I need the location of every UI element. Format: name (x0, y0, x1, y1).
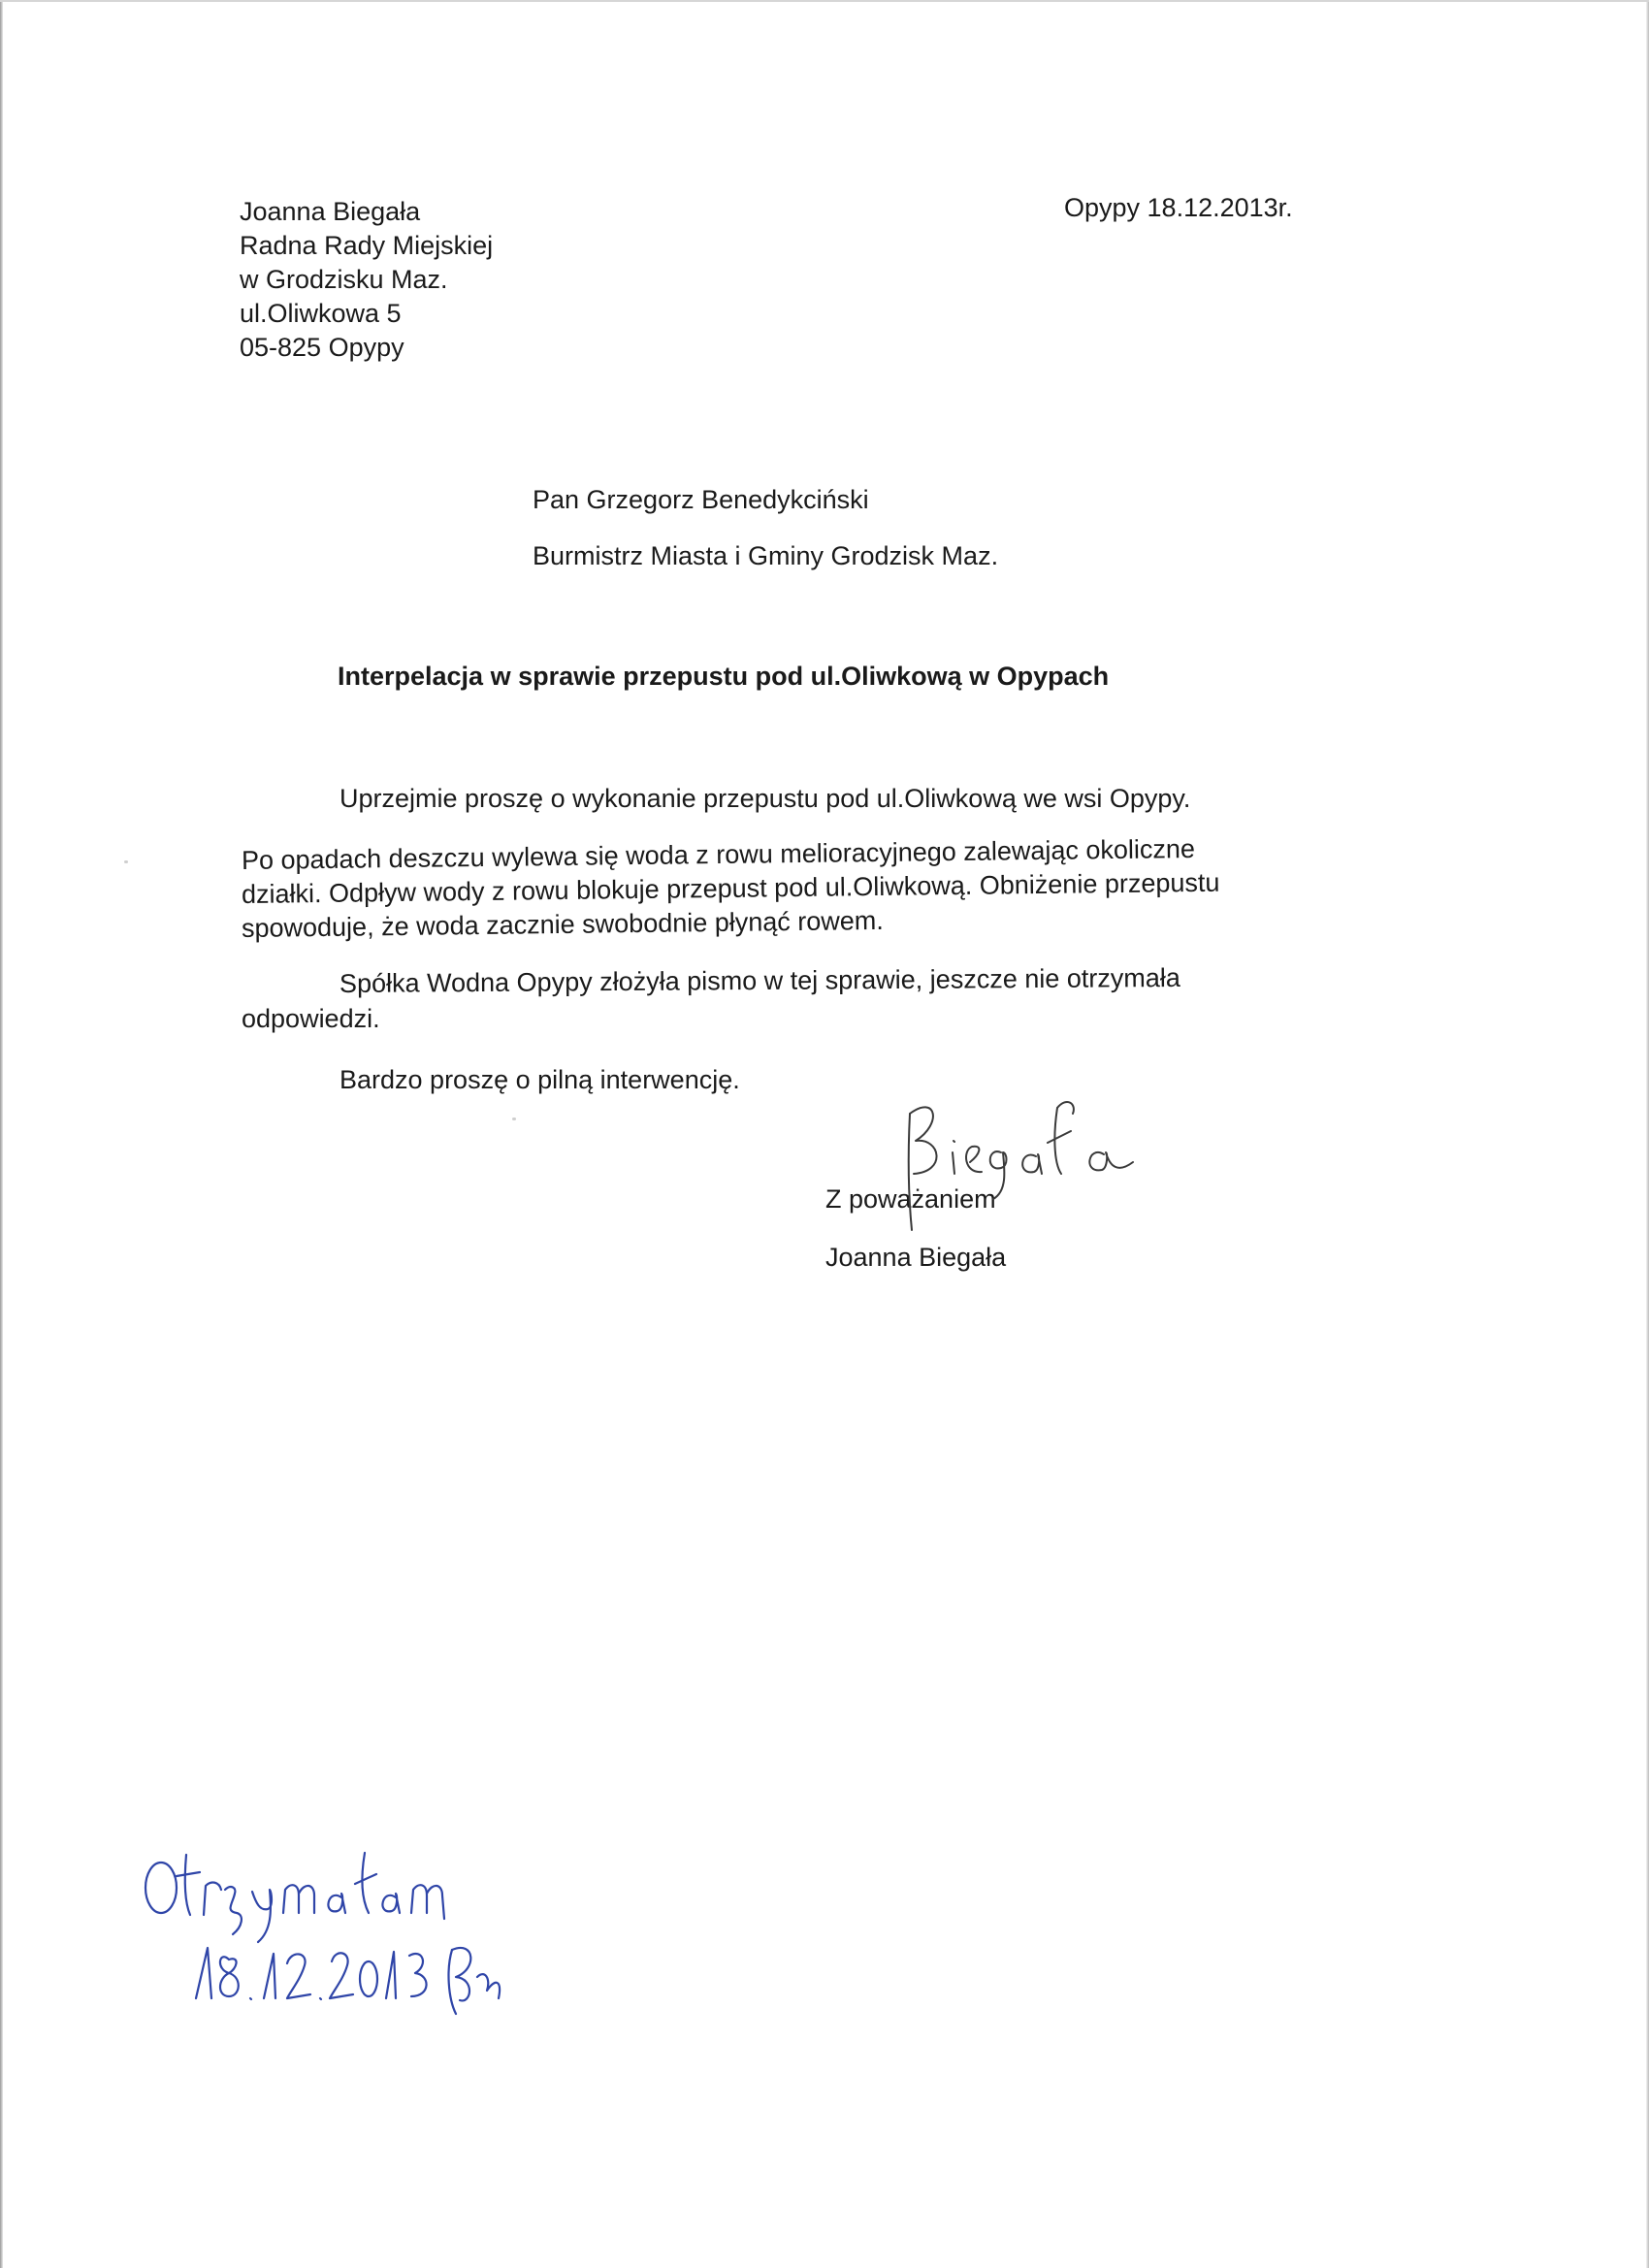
closing-phrase: Z poważaniem (825, 1184, 996, 1214)
scan-speck (124, 860, 128, 863)
letter-subject: Interpelacja w sprawie przepustu pod ul.Oliwkową w Opypach (338, 662, 1110, 691)
sender-city: w Grodzisku Maz. (240, 265, 448, 294)
recipient-title: Burmistrz Miasta i Gminy Grodzisk Maz. (533, 541, 999, 570)
sender-street: ul.Oliwkowa 5 (240, 299, 402, 328)
scan-edge-left (0, 0, 3, 2268)
letter-date: Opypy 18.12.2013r. (1064, 193, 1293, 222)
scan-edge-top (0, 0, 1649, 2)
handwritten-receipt-note (136, 1833, 582, 2027)
body-paragraph-2-line-2: działki. Odpływ wody z rowu blokuje przepust pod ul.Oliwkową. Obniżenie przepustu (241, 867, 1220, 909)
scan-speck (512, 1118, 516, 1120)
body-paragraph-2-line-3: spowoduje, że woda zacznie swobodnie płynąć rowem. (241, 905, 885, 943)
body-paragraph-3-line-1: Spółka Wodna Opypy złożyła pismo w tej sprawie, jeszcze nie otrzymała (339, 962, 1180, 998)
body-paragraph-2-line-1: Po opadach deszczu wylewa się woda z rowu melioracyjnego zalewając okoliczne (241, 833, 1196, 875)
handwritten-signature (883, 1085, 1154, 1240)
body-paragraph-4: Bardzo proszę o pilną interwencję. (340, 1065, 740, 1094)
sender-postal: 05-825 Opypy (240, 333, 404, 362)
sender-name: Joanna Biegała (240, 197, 421, 226)
sender-role: Radna Rady Miejskiej (240, 231, 494, 260)
signer-name: Joanna Biegała (825, 1243, 1007, 1272)
sender-address-block (240, 195, 493, 365)
body-paragraph-3-line-2: odpowiedzi. (242, 1004, 380, 1033)
recipient-name: Pan Grzegorz Benedykciński (533, 485, 869, 514)
body-paragraph-1: Uprzejmie proszę o wykonanie przepustu pod ul.Oliwkową we wsi Opypy. (340, 784, 1191, 813)
